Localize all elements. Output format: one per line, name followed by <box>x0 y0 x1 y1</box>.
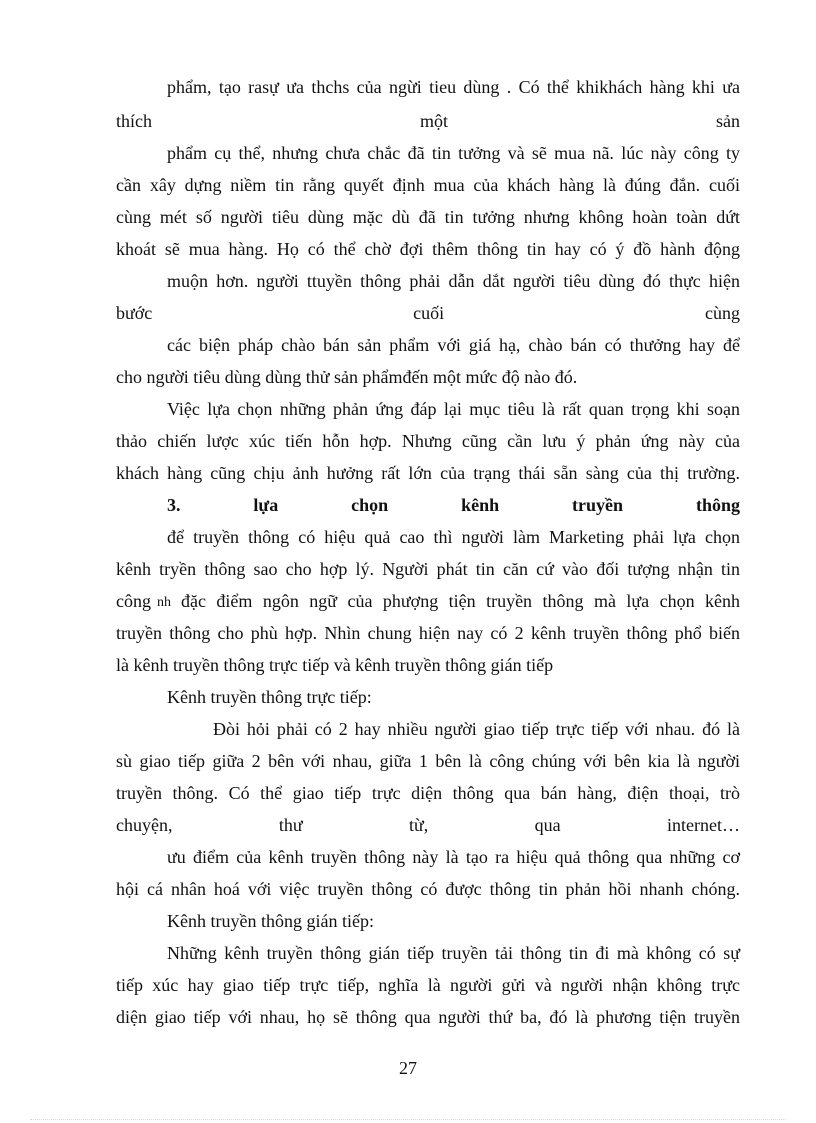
text-line-spread <box>116 302 740 324</box>
text-line: cần xây dựng niềm tin rằng quyết định mua của khách hàng là đúng đắn. cuối <box>116 175 740 195</box>
page-number: 27 <box>399 1058 417 1078</box>
text-line: phẩm cụ thể, nhưng chưa chắc đã tin tưởng và sẽ mua nã. lúc này công ty <box>167 143 740 163</box>
word: lựa <box>253 495 279 515</box>
text-line: các biện pháp chào bán sản phẩm với giá hạ, chào bán có thưởng hay để <box>167 335 740 355</box>
word: cuối <box>413 303 445 323</box>
text-line-spread <box>116 110 740 132</box>
word: internet… <box>667 815 740 835</box>
text-line: ưu điểm của kênh truyền thông này là tạo ra hiệu quả thông qua những cơ <box>167 847 740 867</box>
text-line: tiếp xúc hay giao tiếp trực tiếp, nghĩa là người gửi và người nhận không trực <box>116 975 740 995</box>
word: sản <box>715 111 740 131</box>
text-line: Việc lựa chọn những phản ứng đáp lại mục tiêu là rất quan trọng khi soạn <box>167 399 740 419</box>
text-line: là kênh truyền thông trực tiếp và kênh truyền thông gián tiếp <box>116 655 554 675</box>
word: chọn <box>351 495 389 515</box>
text-line: muộn hơn. người ttuyền thông phải dẫn dắt người tiêu dùng đó thực hiện <box>167 271 740 291</box>
text-line: khách hàng cũng chịu ảnh hưởng rất lớn của trạng thái sẵn sàng của thị trường. <box>116 463 740 483</box>
word: thông <box>695 495 740 515</box>
text-line: Đòi hỏi phải có 2 hay nhiều người giao tiếp trực tiếp với nhau. đó là <box>213 719 740 739</box>
text-line: thảo chiến lược xúc tiến hỗn hợp. Nhưng cũng cần lưu ý phản ứng này của <box>116 431 740 451</box>
text-line: khoát sẽ mua hàng. Họ có thể chờ đợi thêm thông tin hay có ý đồ hành động <box>116 239 740 259</box>
word: công <box>116 591 151 611</box>
subheading: Kênh truyền thông gián tiếp: <box>167 911 374 931</box>
word: kênh <box>461 495 500 515</box>
word: bước <box>116 303 153 323</box>
text-line: sù giao tiếp giữa 2 bên với nhau, giữa 1 bên là công chúng với bên kia là người <box>116 751 740 771</box>
text-line: cho người tiêu dùng dùng thử sản phẩmđến một mức độ nào đó. <box>116 367 578 387</box>
subscript-fragment: nh <box>157 595 171 610</box>
word: truyền <box>572 495 624 515</box>
text-line: truyền thông. Có thể giao tiếp trực diện thông qua bán hàng, điện thoại, trò <box>116 783 740 803</box>
word: qua <box>534 815 561 835</box>
footer-divider <box>30 1119 786 1120</box>
word: cùng <box>704 303 740 323</box>
section-heading <box>167 494 740 516</box>
word: thích <box>116 111 152 131</box>
word: từ, <box>409 815 429 835</box>
text-line: truyền thông cho phù hợp. Nhìn chung hiện nay có 2 kênh truyền thông phổ biến <box>116 623 740 643</box>
text-line: để truyền thông có hiệu quả cao thì người làm Marketing phải lựa chọn <box>167 527 740 547</box>
text-line-mixed <box>116 590 740 612</box>
word: chuyện, <box>116 815 173 835</box>
text-line: phẩm, tạo rasự ưa thchs của ngừi tieu dùng . Có thể khikhách hàng khi ưa <box>167 77 740 97</box>
text-line: cùng mét số người tiêu dùng mặc dù đã tin tưởng nhưng không hoàn toàn dứt <box>116 207 740 227</box>
word: thư <box>278 815 303 835</box>
word: một <box>419 111 448 131</box>
text-line-spread <box>116 814 740 836</box>
subheading: Kênh truyền thông trực tiếp: <box>167 687 372 707</box>
text-line: hội cá nhân hoá với việc truyền thông có được thông tin phản hồi nhanh chóng. <box>116 879 740 899</box>
heading-number: 3. <box>167 495 181 515</box>
text-line: Những kênh truyền thông gián tiếp truyền tải thông tin đi mà không có sự <box>167 943 740 963</box>
text-fragment: đặc điểm ngôn ngữ của phượng tiện truyền thông mà lựa chọn kênh <box>181 591 740 611</box>
text-line: kênh tryền thông sao cho hợp lý. Người phát tin căn cứ vào đối tượng nhận tin <box>116 559 740 579</box>
text-line: diện giao tiếp với nhau, họ sẽ thông qua người thứ ba, đó là phương tiện truyền <box>116 1007 740 1027</box>
